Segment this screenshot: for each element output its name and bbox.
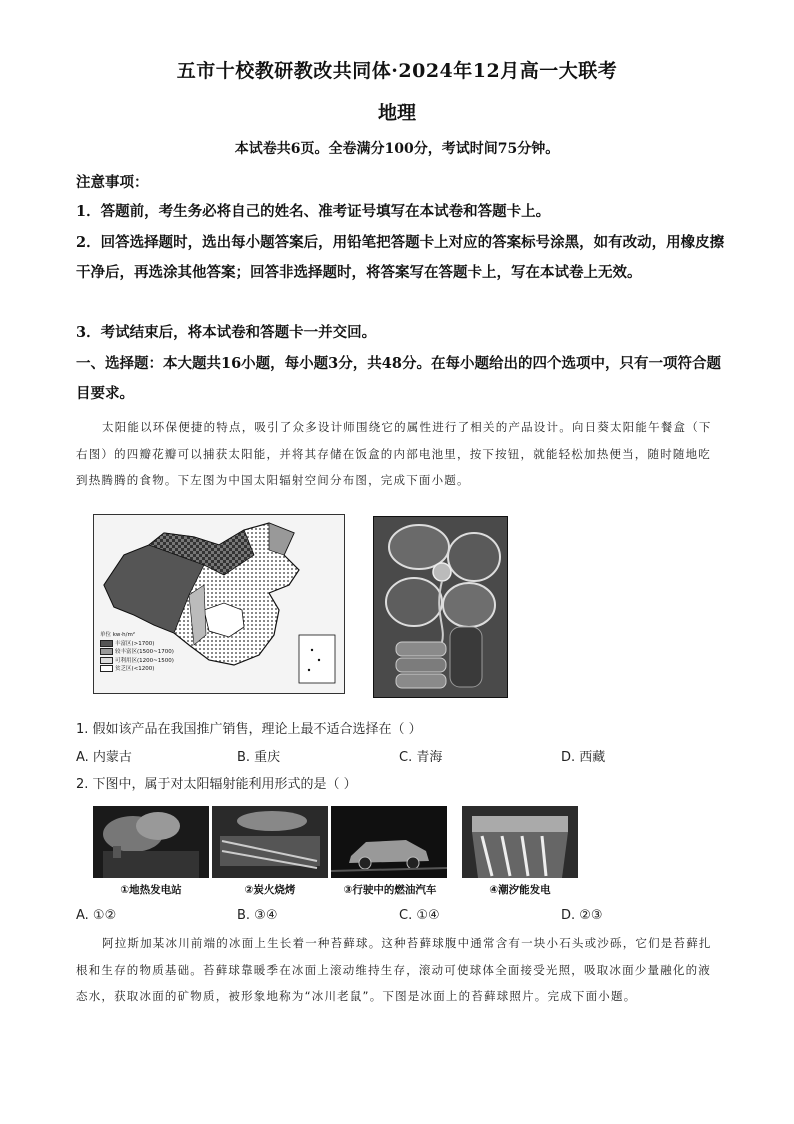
charcoal-grill-photo: [212, 806, 328, 878]
notice-heading: 注意事项：: [76, 174, 149, 191]
q2-option-a: A. ①②: [76, 908, 117, 923]
legend-item: 较丰富区(1500~1700): [100, 648, 174, 657]
question-1-stem: 1. 假如该产品在我国推广销售，理论上最不适合选择在（ ）: [76, 722, 422, 737]
subject-title: 地理: [377, 102, 416, 124]
energy-photos: [93, 806, 578, 896]
sunflower-lunchbox-photo: [373, 516, 508, 698]
legend-item: 丰富区(>1700): [100, 640, 174, 649]
china-solar-map: [93, 514, 345, 694]
tidal-power-photo: [462, 806, 578, 878]
exam-info: 本试卷共6页。全卷满分100分，考试时间75分钟。: [234, 141, 560, 157]
caption-grill: ②炭火烧烤: [244, 884, 296, 896]
notice-item-1: 1．答题前，考生务必将自己的姓名、准考证号填写在本试卷和答题卡上。: [76, 203, 551, 220]
q1-option-d: D. 西藏: [561, 750, 606, 765]
q1-option-b: B. 重庆: [237, 750, 281, 765]
notice-item-3: 3．考试结束后，将本试卷和答题卡一并交回。: [76, 324, 377, 341]
exam-title: 五市十校教研教改共同体·2024年12月高一大联考: [176, 60, 618, 82]
section-heading: 一、选择题：本大题共16小题，每小题3分，共48分。在每小题给出的四个选项中，只有一项符合题目要求。: [76, 355, 721, 402]
q2-option-b: B. ③④: [237, 908, 278, 923]
q2-option-d: D. ②③: [561, 908, 603, 923]
q1-option-c: C. 青海: [399, 750, 443, 765]
passage-solar: 太阳能以环保便捷的特点，吸引了众多设计师围绕它的属性进行了相关的产品设计。向日葵太阳能午餐盒（下右图）的四瓣花瓣可以捕获太阳能，并将其存储在饭盒的内部电池里，按下按钮，就能轻松加热便当，随时随地吃到热腾腾的食物。下左图为中国太阳辐射空间分布图，完成下面小题。: [76, 420, 712, 487]
passage-glacier-moss: 阿拉斯加某冰川前端的冰面上生长着一种苔藓球。这种苔藓球腹中通常含有一块小石头或沙砾，它们是苔藓扎根和生存的物质基础。苔藓球靠暖季在冰面上滚动维持生存，滚动可使球体全面接受光照，吸取冰面少量融化的液态水，获取冰面的矿物质，被形象地称为“冰川老鼠”。下图是冰面上的苔藓球照片。完成下面小题。: [76, 936, 712, 1003]
q1-option-a: A. 内蒙古: [76, 750, 132, 765]
legend-title: 单位 kw·h/m²: [100, 632, 136, 638]
geothermal-plant-photo: [93, 806, 209, 878]
caption-car: ③行驶中的燃油汽车: [343, 884, 437, 896]
question-2-stem: 2. 下图中，属于对太阳辐射能利用形式的是（ ）: [76, 777, 357, 792]
fuel-car-photo: [331, 806, 447, 878]
caption-tidal: ④潮汐能发电: [489, 884, 551, 896]
legend-item: 可利用区(1200~1500): [100, 657, 174, 666]
q2-option-c: C. ①④: [399, 908, 440, 923]
notice-item-2: 2．回答选择题时，选出每小题答案后，用铅笔把答题卡上对应的答案标号涂黑，如有改动，用橡皮擦干净后，再选涂其他答案；回答非选择题时，将答案写在答题卡上，写在本试卷上无效。: [76, 234, 725, 281]
legend-item: 贫乏区(<1200): [100, 665, 174, 674]
map-legend: [100, 632, 174, 674]
caption-geothermal: ①地热发电站: [120, 884, 182, 896]
